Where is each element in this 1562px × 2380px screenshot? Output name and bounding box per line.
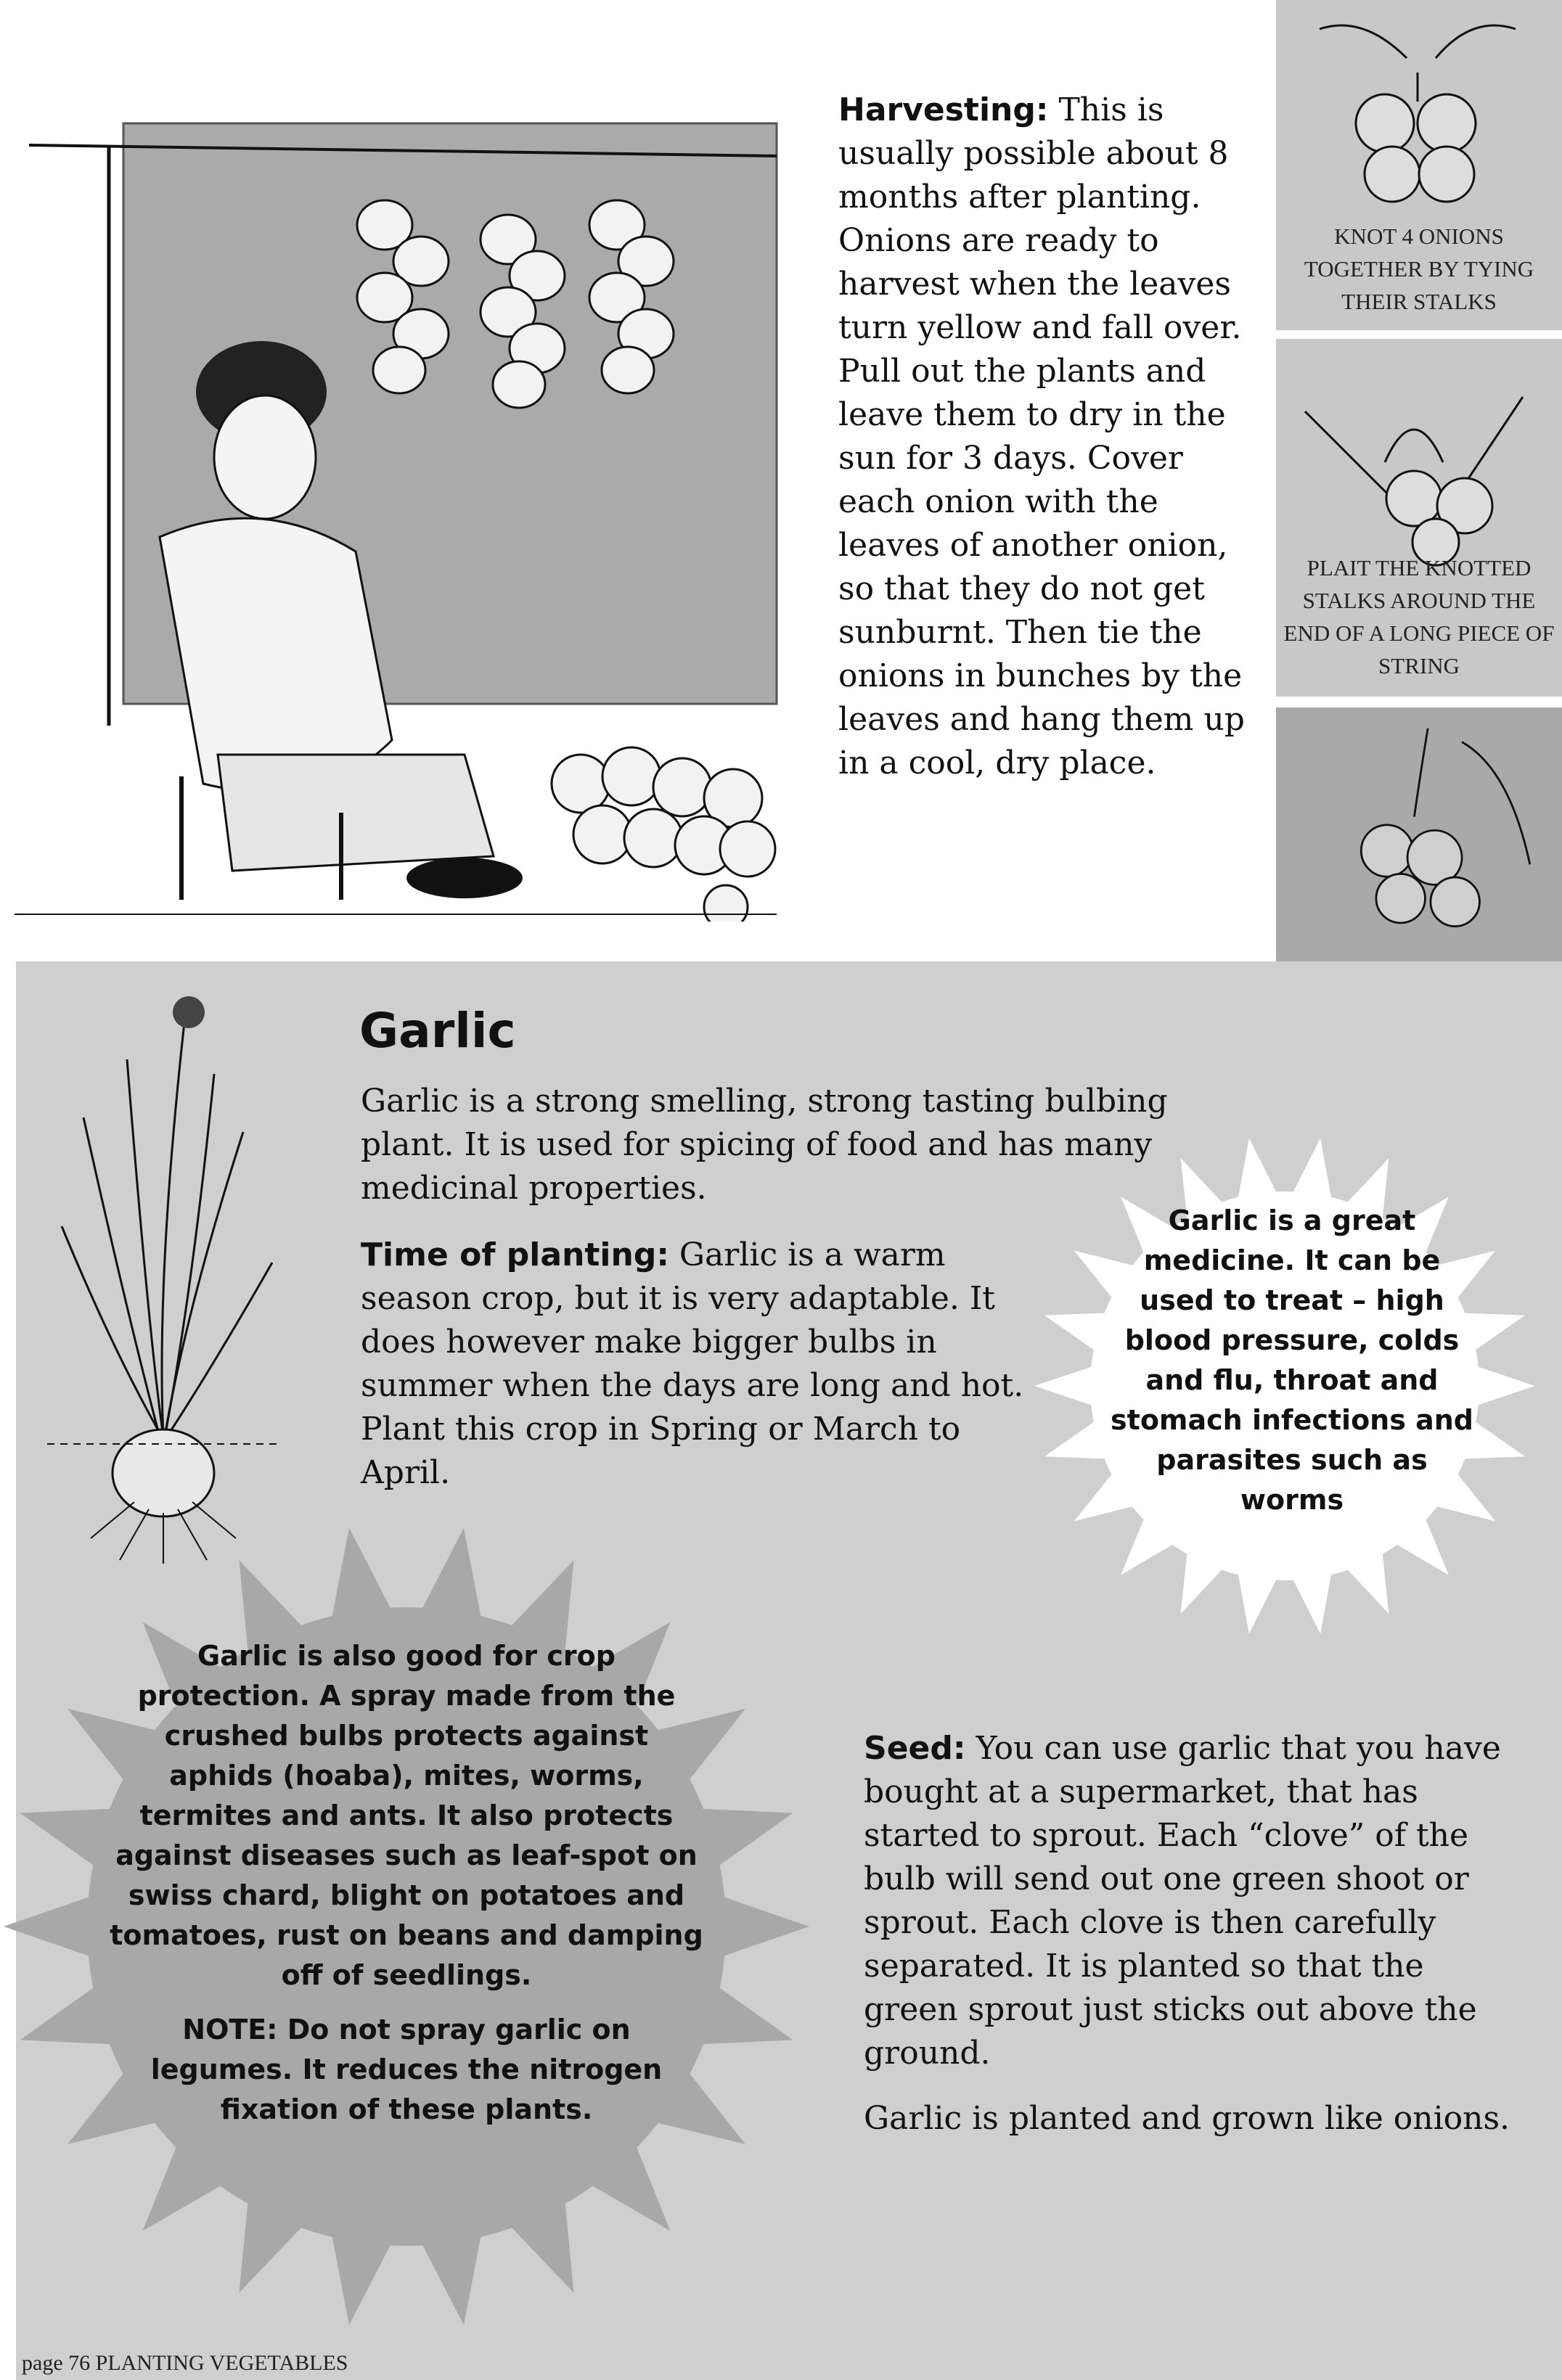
seed-lead: Seed: xyxy=(864,1730,966,1767)
add-onions-illustration xyxy=(1276,715,1562,932)
crop-protection-badge-text xyxy=(109,1636,704,2130)
time-of-planting-paragraph xyxy=(361,1234,1036,1495)
grown-like-onions: Garlic is planted and grown like onions. xyxy=(864,2100,1510,2137)
time-of-planting-lead: Time of planting: xyxy=(361,1236,669,1273)
harvesting-body: This is usually possible about 8 months after planting. Onions are ready to harvest when the leaves turn yellow and fall over. Pull out the plants and leave them to dry in the sun for 3 days. Cover each onion with the leaves of another onion, so that they do not get sunburnt. Then tie the onions in bunches by the leaves and hang them up in a cool, dry place. xyxy=(838,91,1245,781)
time-of-planting-body: Garlic is a warm season crop, but it is very adaptable. It does however make bigger bulbs in summer when the days are long and hot. Plant this crop in Spring or March to April. xyxy=(361,1236,1024,1491)
garlic-heading: Garlic xyxy=(359,1003,516,1059)
garlic-intro-paragraph: Garlic is a strong smelling, strong tasting bulbing plant. It is used for spicing of food and has many medicinal properties. xyxy=(361,1083,1168,1207)
harvesting-lead: Harvesting: xyxy=(838,91,1049,128)
step-box-knot xyxy=(1276,0,1562,330)
harvest-illustration xyxy=(15,87,784,922)
page-footer: page 76 PLANTING VEGETABLES xyxy=(22,2351,348,2375)
seed-paragraph-block xyxy=(864,1727,1524,2141)
harvesting-paragraph xyxy=(838,89,1245,785)
step-caption-knot: KNOT 4 ONIONS TOGETHER BY TYING THEIR STALKS xyxy=(1304,223,1534,314)
step-box-plait xyxy=(1276,339,1562,697)
legume-note: NOTE: Do not spray garlic on legumes. It reduces the nitrogen fixation of these plants. xyxy=(150,2014,663,2125)
seed-paragraph xyxy=(864,1727,1524,2075)
seed-body: You can use garlic that you have bought at a supermarket, that has started to sprout. Each “clove” of the bulb will send out one green shoot or sprout. Each clove is then carefully separated. It is planted so that the green sprout just sticks out above the ground. xyxy=(864,1730,1501,2072)
step-caption-plait: PLAIT THE KNOTTED STALKS AROUND THE END OF A LONG PIECE OF STRING xyxy=(1283,555,1555,678)
crop-protection-text: Garlic is also good for crop protection. A spray made from the crushed bulbs protects against aphids (hoaba), mites, worms, termites and ants. It also protects against diseases such as leaf-spot on swiss chard, blight on potatoes and tomatoes, rust on beans and damping off of seedlings. xyxy=(110,1640,703,1991)
plait-stalks-illustration xyxy=(1276,353,1562,571)
knot-onions-illustration xyxy=(1276,0,1562,218)
medicine-badge-text: Garlic is a great medicine. It can be used to treat – high blood pressure, colds and flu, throat and stomach infections and parasites such as worms xyxy=(1111,1205,1473,1516)
garlic-plant-illustration xyxy=(40,987,287,1567)
